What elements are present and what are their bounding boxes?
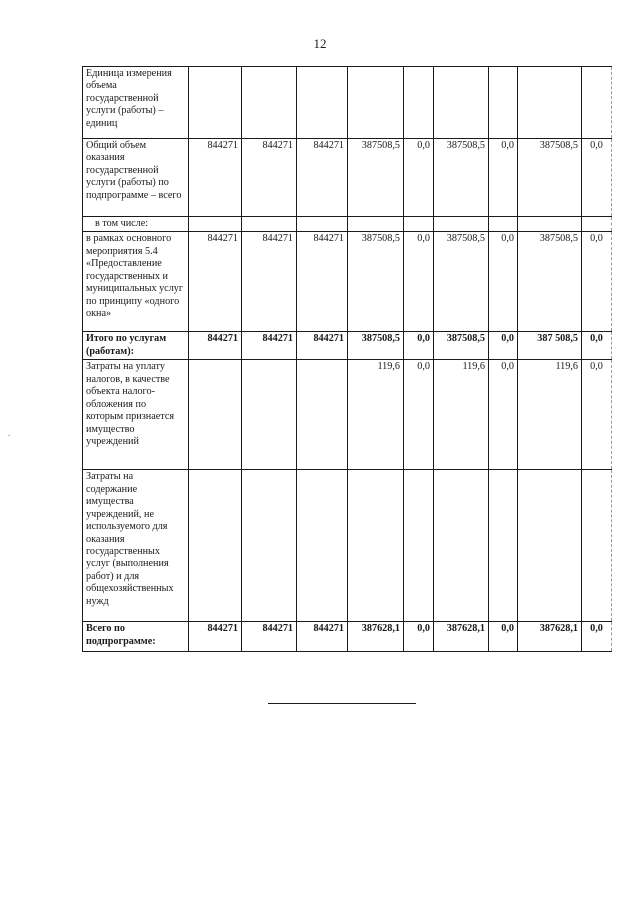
table-cell: 844271 — [297, 139, 348, 217]
row-label: Затраты на уплату налогов, в качестве объекта налого-обложения по которым признается имущество учреждений — [83, 360, 189, 470]
table-row — [83, 232, 612, 332]
table-cell: 387508,5 — [518, 139, 582, 217]
table-cell: 0,0 — [404, 139, 434, 217]
table-row — [83, 139, 612, 217]
table-cell: 0,0 — [404, 360, 434, 470]
table-cell: 387 508,5 — [518, 332, 582, 360]
table-cell — [297, 470, 348, 622]
table-cell — [434, 67, 489, 139]
row-label: Единица измерения объема государственной услуги (работы) – единиц — [83, 67, 189, 139]
table-row — [83, 470, 612, 622]
table-cell: 387508,5 — [434, 232, 489, 332]
table-cell — [297, 217, 348, 232]
table-cell: 0,0 — [489, 332, 518, 360]
table-cell — [189, 360, 242, 470]
table-cell: 844271 — [242, 139, 297, 217]
table-cell — [582, 217, 612, 232]
table-cell: 0,0 — [582, 232, 612, 332]
table-cell: 844271 — [242, 332, 297, 360]
table-cell: 844271 — [242, 232, 297, 332]
table-cell: 844271 — [189, 622, 242, 652]
table-row — [83, 622, 612, 652]
table-cell: 387508,5 — [348, 332, 404, 360]
table-cell: 0,0 — [489, 139, 518, 217]
table-cell: 844271 — [297, 232, 348, 332]
table-cell — [489, 67, 518, 139]
table-cell: 0,0 — [582, 332, 612, 360]
table-cell — [189, 67, 242, 139]
table-cell — [348, 470, 404, 622]
table-cell — [297, 67, 348, 139]
table-cell: 387508,5 — [518, 232, 582, 332]
table-cell — [189, 217, 242, 232]
table-cell: 387628,1 — [518, 622, 582, 652]
table-cell — [434, 217, 489, 232]
table-cell: 844271 — [297, 332, 348, 360]
table-row — [83, 67, 612, 139]
table-cell: 0,0 — [489, 622, 518, 652]
page-number: 12 — [313, 36, 327, 51]
table-cell: 844271 — [189, 332, 242, 360]
table-cell — [518, 67, 582, 139]
row-label: в рамках основного мероприятия 5.4 «Предоставление государственных и муниципальных услуг по принципу «одного окна» — [83, 232, 189, 332]
row-label: в том числе: — [83, 217, 189, 232]
table-cell: 387628,1 — [434, 622, 489, 652]
table-cell — [582, 67, 612, 139]
table-cell: 844271 — [242, 622, 297, 652]
table-cell: 387508,5 — [434, 332, 489, 360]
table-cell — [434, 470, 489, 622]
table-cell — [404, 470, 434, 622]
table-cell: 387508,5 — [348, 139, 404, 217]
table-cell — [518, 470, 582, 622]
table-row — [83, 332, 612, 360]
row-label: Общий объем оказания государственной услуги (работы) по подпрограмме – всего — [83, 139, 189, 217]
budget-table — [82, 66, 612, 652]
table-cell: 0,0 — [489, 232, 518, 332]
table-cell: 844271 — [297, 622, 348, 652]
table-cell — [404, 67, 434, 139]
table-cell — [518, 217, 582, 232]
table-cell: 0,0 — [489, 360, 518, 470]
table-cell — [404, 217, 434, 232]
table-cell — [348, 67, 404, 139]
table-cell — [348, 217, 404, 232]
table-cell — [242, 470, 297, 622]
row-label: Затраты на содержание имущества учреждений, не используемого для оказания государственных услуг (выполнения работ) и для общехозяйственных нужд — [83, 470, 189, 622]
table-cell — [582, 470, 612, 622]
table-cell — [489, 470, 518, 622]
margin-mark: . — [8, 428, 11, 438]
table-row — [83, 360, 612, 470]
table-cell: 0,0 — [582, 360, 612, 470]
table-cell: 0,0 — [404, 622, 434, 652]
table-cell: 0,0 — [582, 622, 612, 652]
table-cell: 387508,5 — [348, 232, 404, 332]
table-cell: 0,0 — [582, 139, 612, 217]
table-cell: 0,0 — [404, 332, 434, 360]
table-cell — [242, 217, 297, 232]
table-cell: 119,6 — [434, 360, 489, 470]
table-cell: 387508,5 — [434, 139, 489, 217]
signature-line — [268, 703, 416, 704]
table-cell: 119,6 — [348, 360, 404, 470]
table-cell — [242, 360, 297, 470]
table-row — [83, 217, 612, 232]
table-cell: 119,6 — [518, 360, 582, 470]
row-label: Итого по услугам (работам): — [83, 332, 189, 360]
table-cell: 0,0 — [404, 232, 434, 332]
table-cell: 844271 — [189, 139, 242, 217]
table-cell — [489, 217, 518, 232]
table-cell: 387628,1 — [348, 622, 404, 652]
table-cell — [242, 67, 297, 139]
row-label: Всего по подпрограмме: — [83, 622, 189, 652]
table-cell: 844271 — [189, 232, 242, 332]
table-cell — [189, 470, 242, 622]
table-cell — [297, 360, 348, 470]
